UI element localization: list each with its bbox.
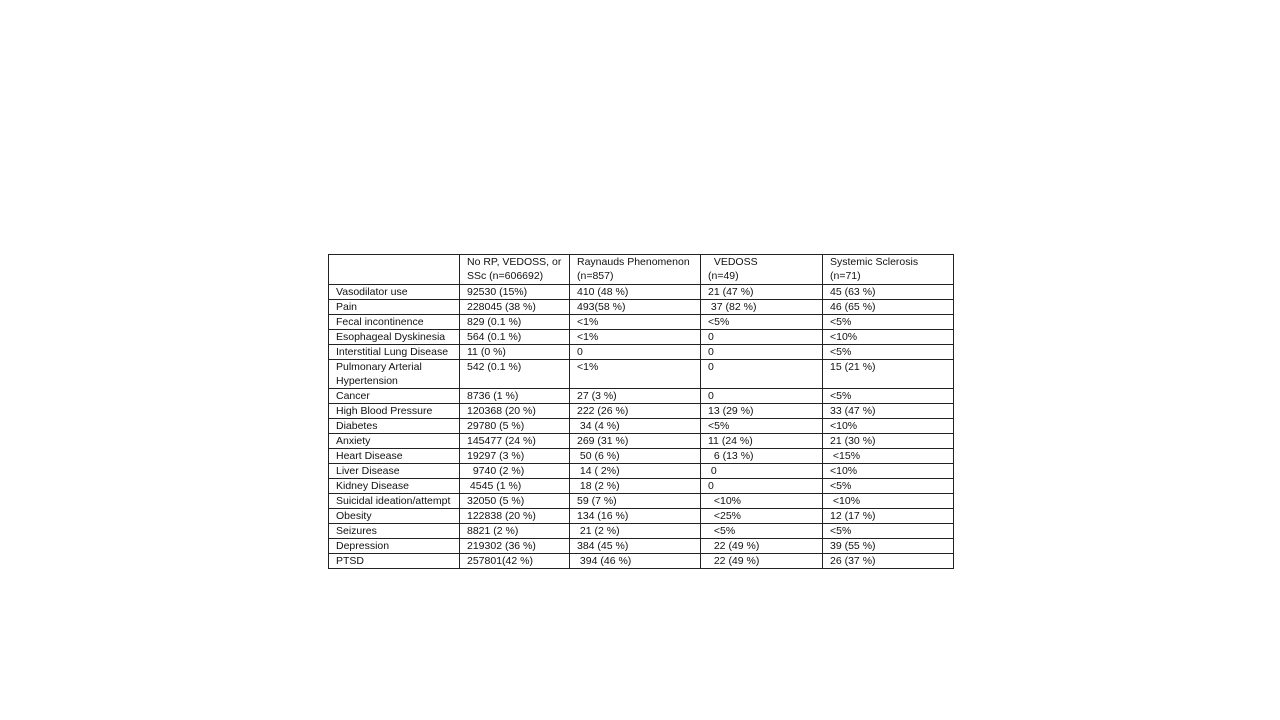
- no-rp-cell: 19297 (3 %): [460, 449, 570, 464]
- ssc-cell: <5%: [823, 315, 954, 330]
- row-label-cell: Interstitial Lung Disease: [329, 345, 460, 360]
- raynauds-cell: 222 (26 %): [570, 404, 701, 419]
- table-row: [329, 464, 954, 479]
- ssc-cell: 21 (30 %): [823, 434, 954, 449]
- header-cell-systemic-sclerosis: Systemic Sclerosis (n=71): [823, 255, 954, 285]
- row-label-cell: PTSD: [329, 554, 460, 569]
- no-rp-cell: 11 (0 %): [460, 345, 570, 360]
- ssc-cell: <10%: [823, 419, 954, 434]
- vedoss-cell: 0: [701, 360, 823, 389]
- ssc-cell: 39 (55 %): [823, 539, 954, 554]
- vedoss-cell: <10%: [701, 494, 823, 509]
- no-rp-cell: 4545 (1 %): [460, 479, 570, 494]
- comorbidity-table: [328, 254, 954, 569]
- row-label-cell: Obesity: [329, 509, 460, 524]
- vedoss-cell: <25%: [701, 509, 823, 524]
- no-rp-cell: 32050 (5 %): [460, 494, 570, 509]
- table-row: [329, 479, 954, 494]
- row-label-cell: Vasodilator use: [329, 285, 460, 300]
- row-label-cell: Fecal incontinence: [329, 315, 460, 330]
- raynauds-cell: 21 (2 %): [570, 524, 701, 539]
- row-label-cell: Depression: [329, 539, 460, 554]
- table-row: [329, 315, 954, 330]
- no-rp-cell: 8821 (2 %): [460, 524, 570, 539]
- row-label-cell: High Blood Pressure: [329, 404, 460, 419]
- table-row: [329, 509, 954, 524]
- header-cell-vedoss: VEDOSS (n=49): [701, 255, 823, 285]
- vedoss-cell: 0: [701, 479, 823, 494]
- row-label-cell: Pain: [329, 300, 460, 315]
- vedoss-cell: 22 (49 %): [701, 554, 823, 569]
- raynauds-cell: <1%: [570, 315, 701, 330]
- table-row: [329, 434, 954, 449]
- table-body: [329, 285, 954, 569]
- no-rp-cell: 145477 (24 %): [460, 434, 570, 449]
- vedoss-cell: 13 (29 %): [701, 404, 823, 419]
- ssc-cell: <5%: [823, 345, 954, 360]
- table-row: [329, 554, 954, 569]
- no-rp-cell: 122838 (20 %): [460, 509, 570, 524]
- raynauds-cell: 0: [570, 345, 701, 360]
- table-row: [329, 494, 954, 509]
- ssc-cell: <15%: [823, 449, 954, 464]
- ssc-cell: <10%: [823, 330, 954, 345]
- no-rp-cell: 29780 (5 %): [460, 419, 570, 434]
- vedoss-cell: 0: [701, 389, 823, 404]
- raynauds-cell: 384 (45 %): [570, 539, 701, 554]
- table-row: [329, 300, 954, 315]
- raynauds-cell: 59 (7 %): [570, 494, 701, 509]
- table-row: [329, 449, 954, 464]
- ssc-cell: 46 (65 %): [823, 300, 954, 315]
- table-row: [329, 360, 954, 389]
- raynauds-cell: 50 (6 %): [570, 449, 701, 464]
- row-label-cell: Anxiety: [329, 434, 460, 449]
- row-label-cell: Esophageal Dyskinesia: [329, 330, 460, 345]
- row-label-cell: Pulmonary Arterial Hypertension: [329, 360, 460, 389]
- raynauds-cell: 14 ( 2%): [570, 464, 701, 479]
- vedoss-cell: 0: [701, 464, 823, 479]
- header-cell-raynauds: Raynauds Phenomenon (n=857): [570, 255, 701, 285]
- raynauds-cell: 410 (48 %): [570, 285, 701, 300]
- vedoss-cell: 21 (47 %): [701, 285, 823, 300]
- vedoss-cell: <5%: [701, 419, 823, 434]
- vedoss-cell: 37 (82 %): [701, 300, 823, 315]
- no-rp-cell: 8736 (1 %): [460, 389, 570, 404]
- vedoss-cell: <5%: [701, 524, 823, 539]
- header-cell-blank: [329, 255, 460, 285]
- raynauds-cell: <1%: [570, 360, 701, 389]
- table-row: [329, 419, 954, 434]
- row-label-cell: Suicidal ideation/attempt: [329, 494, 460, 509]
- vedoss-cell: 11 (24 %): [701, 434, 823, 449]
- vedoss-cell: <5%: [701, 315, 823, 330]
- raynauds-cell: 394 (46 %): [570, 554, 701, 569]
- table-row: [329, 524, 954, 539]
- raynauds-cell: 269 (31 %): [570, 434, 701, 449]
- table-row: [329, 330, 954, 345]
- ssc-cell: 33 (47 %): [823, 404, 954, 419]
- ssc-cell: <5%: [823, 479, 954, 494]
- no-rp-cell: 564 (0.1 %): [460, 330, 570, 345]
- no-rp-cell: 219302 (36 %): [460, 539, 570, 554]
- no-rp-cell: 228045 (38 %): [460, 300, 570, 315]
- table-row: [329, 389, 954, 404]
- row-label-cell: Seizures: [329, 524, 460, 539]
- ssc-cell: <5%: [823, 524, 954, 539]
- no-rp-cell: 257801(42 %): [460, 554, 570, 569]
- raynauds-cell: 34 (4 %): [570, 419, 701, 434]
- table-header-row: [329, 255, 954, 285]
- row-label-cell: Liver Disease: [329, 464, 460, 479]
- vedoss-cell: 6 (13 %): [701, 449, 823, 464]
- table-row: [329, 539, 954, 554]
- raynauds-cell: <1%: [570, 330, 701, 345]
- vedoss-cell: 0: [701, 345, 823, 360]
- ssc-cell: 12 (17 %): [823, 509, 954, 524]
- ssc-cell: <10%: [823, 494, 954, 509]
- no-rp-cell: 9740 (2 %): [460, 464, 570, 479]
- row-label-cell: Kidney Disease: [329, 479, 460, 494]
- raynauds-cell: 27 (3 %): [570, 389, 701, 404]
- row-label-cell: Heart Disease: [329, 449, 460, 464]
- row-label-cell: Diabetes: [329, 419, 460, 434]
- ssc-cell: <5%: [823, 389, 954, 404]
- ssc-cell: <10%: [823, 464, 954, 479]
- ssc-cell: 45 (63 %): [823, 285, 954, 300]
- raynauds-cell: 18 (2 %): [570, 479, 701, 494]
- no-rp-cell: 120368 (20 %): [460, 404, 570, 419]
- no-rp-cell: 542 (0.1 %): [460, 360, 570, 389]
- no-rp-cell: 829 (0.1 %): [460, 315, 570, 330]
- header-cell-no-rp: No RP, VEDOSS, or SSc (n=606692): [460, 255, 570, 285]
- raynauds-cell: 134 (16 %): [570, 509, 701, 524]
- ssc-cell: 15 (21 %): [823, 360, 954, 389]
- ssc-cell: 26 (37 %): [823, 554, 954, 569]
- table-row: [329, 285, 954, 300]
- no-rp-cell: 92530 (15%): [460, 285, 570, 300]
- table-row: [329, 345, 954, 360]
- row-label-cell: Cancer: [329, 389, 460, 404]
- table-row: [329, 404, 954, 419]
- raynauds-cell: 493(58 %): [570, 300, 701, 315]
- vedoss-cell: 22 (49 %): [701, 539, 823, 554]
- vedoss-cell: 0: [701, 330, 823, 345]
